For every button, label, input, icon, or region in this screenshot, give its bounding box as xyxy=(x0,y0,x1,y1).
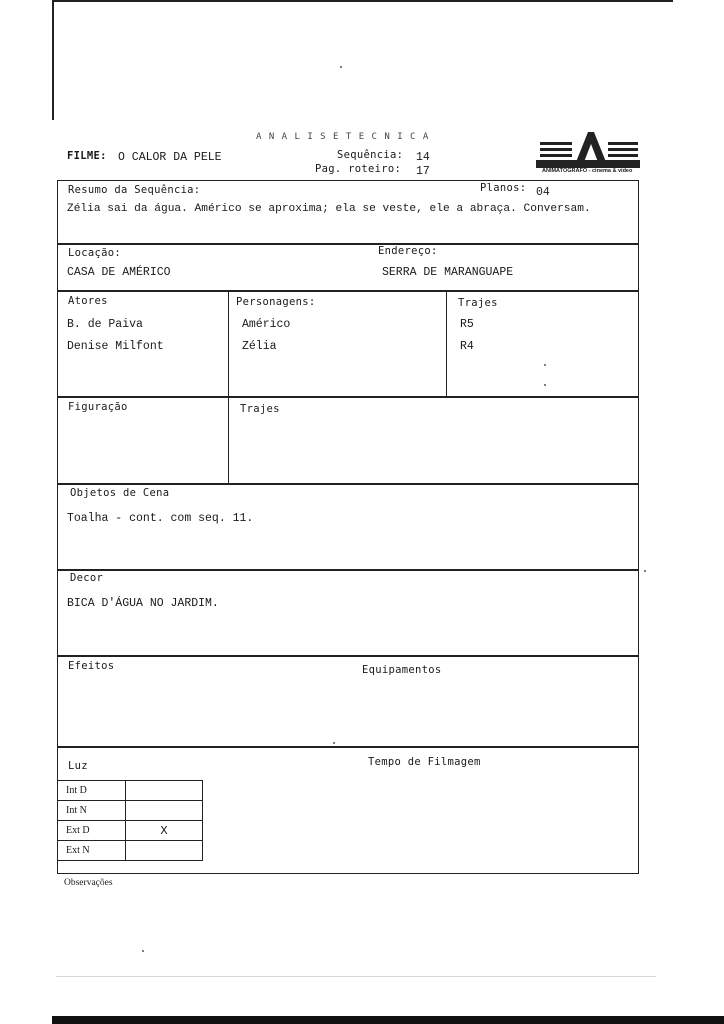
atores-label: Atores xyxy=(68,295,108,307)
form-title: A N A L I S E T E C N I C A xyxy=(256,132,430,142)
traje-2: R4 xyxy=(460,340,474,353)
locacao-label: Locação: xyxy=(68,247,121,259)
scan-speck xyxy=(544,384,546,386)
scan-speck xyxy=(340,66,342,68)
tempo-filmagem-label: Tempo de Filmagem xyxy=(368,756,481,768)
trajes-label: Trajes xyxy=(458,297,498,309)
scan-edge-bottom xyxy=(52,1016,724,1024)
observacoes-label: Observações xyxy=(64,878,113,888)
sequencia-label: Sequência: xyxy=(337,149,404,161)
scan-speck xyxy=(333,742,335,744)
luz-row-mark xyxy=(126,781,203,801)
logo-text: ANIMATÓGRAFO - cinema & vídeo xyxy=(542,168,633,174)
luz-row-label: Ext D xyxy=(58,821,126,841)
luz-row-mark xyxy=(126,801,203,821)
luz-table xyxy=(57,780,203,861)
animatografo-logo xyxy=(536,130,640,178)
endereco-label: Endereço: xyxy=(378,245,438,257)
equipamentos-label: Equipamentos xyxy=(362,664,442,676)
filme-value: O CALOR DA PELE xyxy=(118,151,222,164)
luz-row xyxy=(58,841,203,861)
planos-label: Planos: xyxy=(480,182,527,194)
resumo-text: Zélia sai da água. Américo se aproxima; ela se veste, ele a abraça. Conversam. xyxy=(67,203,591,215)
luz-row-label: Int N xyxy=(58,801,126,821)
personagem-1: Américo xyxy=(242,318,291,331)
scan-speck xyxy=(644,570,646,572)
ator-1: B. de Paiva xyxy=(67,318,143,331)
objetos-label: Objetos de Cena xyxy=(70,487,170,499)
efeitos-label: Efeitos xyxy=(68,660,115,672)
luz-row-label: Ext N xyxy=(58,841,126,861)
figuracao-label: Figuração xyxy=(68,401,128,413)
luz-row xyxy=(58,781,203,801)
pag-roteiro-label: Pag. roteiro: xyxy=(315,163,402,175)
luz-row xyxy=(58,821,203,841)
luz-row xyxy=(58,801,203,821)
filme-label: FILME: xyxy=(67,150,107,162)
scan-speck xyxy=(142,950,144,952)
decor-value: BICA D'ÁGUA NO JARDIM. xyxy=(67,597,219,610)
luz-label: Luz xyxy=(68,760,88,772)
decor-label: Decor xyxy=(70,572,104,584)
resumo-label: Resumo da Sequência: xyxy=(68,184,201,196)
faint-line xyxy=(56,976,656,977)
form-sheet xyxy=(57,180,639,874)
personagens-label: Personagens: xyxy=(236,296,316,308)
planos-value: 04 xyxy=(536,186,550,199)
traje-1: R5 xyxy=(460,318,474,331)
figuracao-trajes-label: Trajes xyxy=(240,403,280,415)
scan-speck xyxy=(544,364,546,366)
ator-2: Denise Milfont xyxy=(67,340,164,353)
scan-edge-left xyxy=(52,0,54,120)
luz-row-mark: X xyxy=(126,821,203,841)
locacao-value: CASA DE AMÉRICO xyxy=(67,266,171,279)
objetos-value: Toalha - cont. com seq. 11. xyxy=(67,512,254,525)
luz-row-label: Int D xyxy=(58,781,126,801)
luz-row-mark xyxy=(126,841,203,861)
sequencia-value: 14 xyxy=(416,151,430,164)
personagem-2: Zélia xyxy=(242,340,277,353)
pag-roteiro-value: 17 xyxy=(416,165,430,178)
scan-edge-top xyxy=(53,0,673,2)
endereco-value: SERRA DE MARANGUAPE xyxy=(382,266,514,279)
